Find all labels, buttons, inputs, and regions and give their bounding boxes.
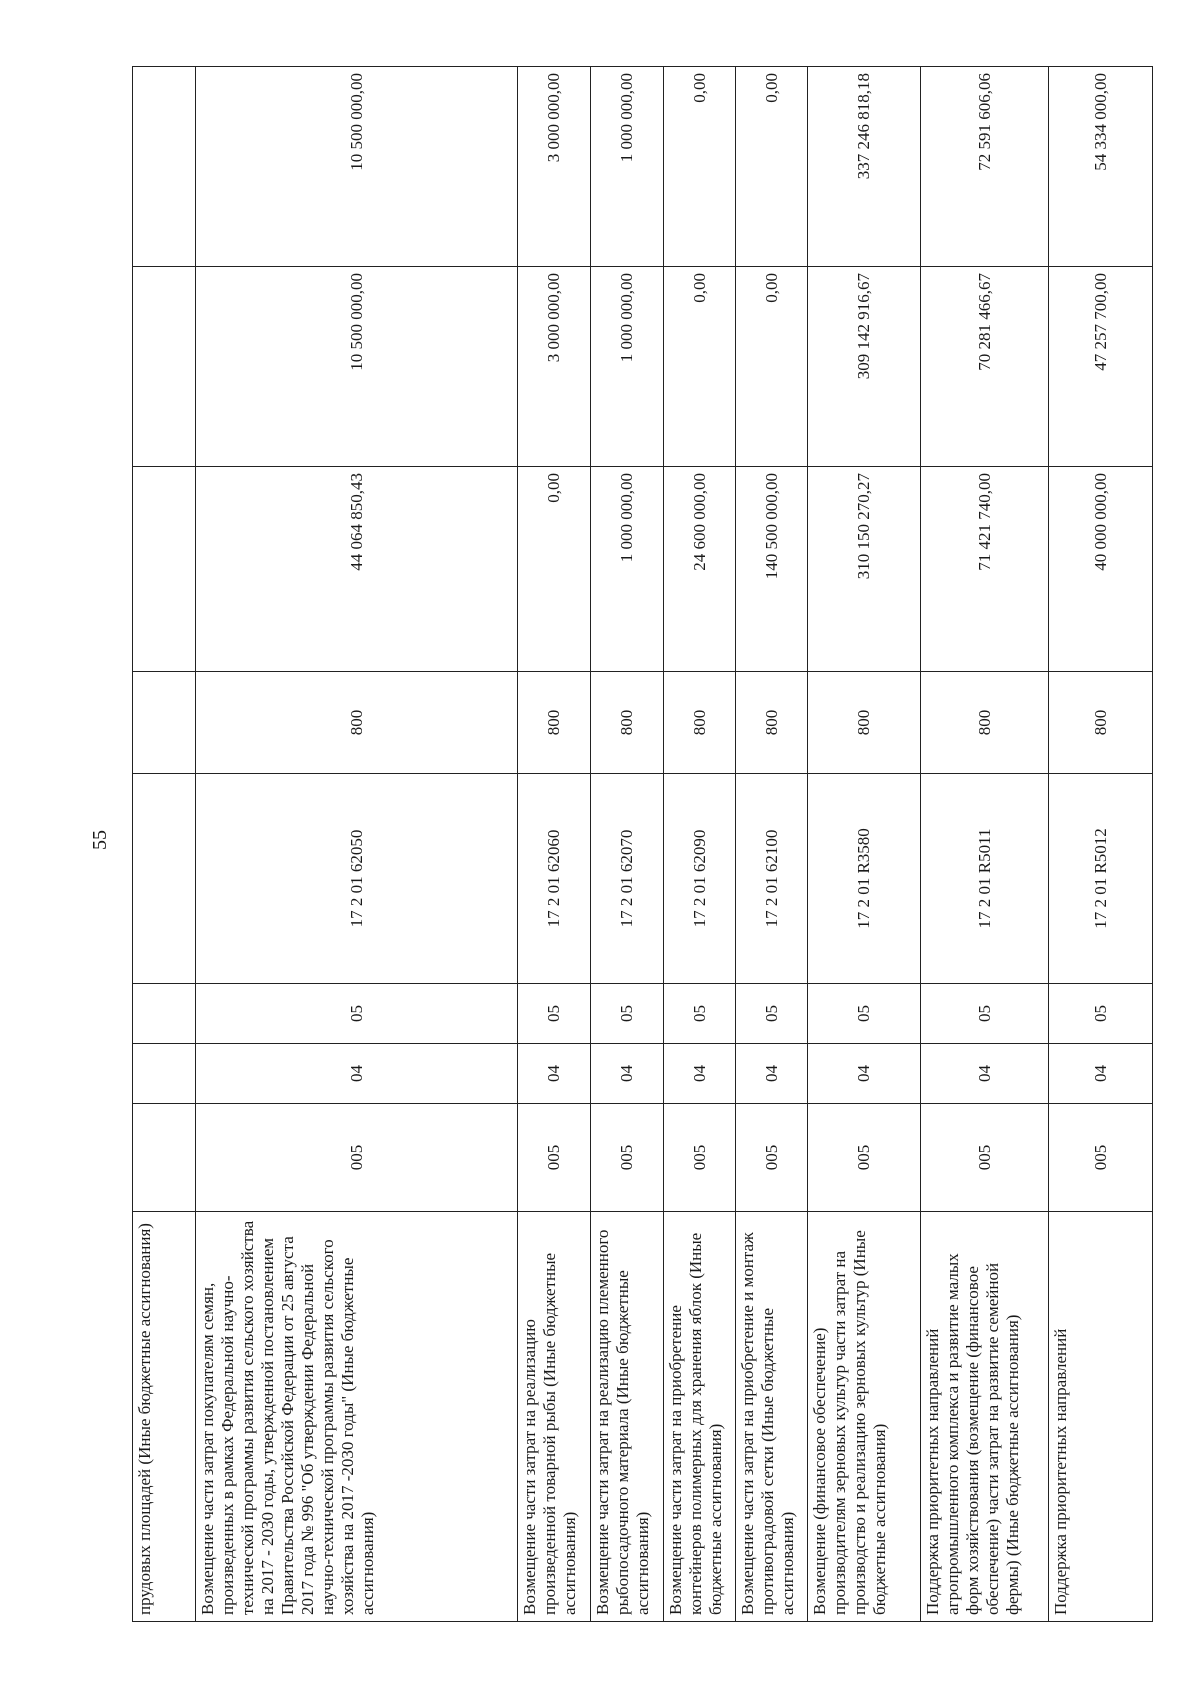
row-name-cell: прудовых площадей (Иные бюджетные ассигнования) <box>133 1212 196 1622</box>
amount-year1-cell: 140 500 000,00 <box>736 467 808 672</box>
amount-year1-cell: 24 600 000,00 <box>664 467 736 672</box>
amount-year2-cell: 70 281 466,67 <box>921 267 1049 467</box>
table-row <box>518 67 591 1622</box>
target-article-cell: 17 2 01 62100 <box>736 774 808 984</box>
grbs-cell: 005 <box>808 1104 921 1212</box>
section-cell: 04 <box>1049 1044 1153 1104</box>
expense-type-cell: 800 <box>808 672 921 774</box>
table-row <box>921 67 1049 1622</box>
amount-year2-cell: 0,00 <box>664 267 736 467</box>
grbs-cell: 005 <box>518 1104 591 1212</box>
amount-year3-cell: 1 000 000,00 <box>591 67 664 267</box>
subsection-cell: 05 <box>196 984 518 1044</box>
row-name-cell: Возмещение части затрат на реализацию племенного рыбопосадочного материала (Иные бюджетные ассигнования) <box>591 1212 664 1622</box>
section-cell: 04 <box>196 1044 518 1104</box>
expense-type-cell: 800 <box>664 672 736 774</box>
amount-year1-cell: 40 000 000,00 <box>1049 467 1153 672</box>
expense-type-cell <box>133 672 196 774</box>
amount-year2-cell: 3 000 000,00 <box>518 267 591 467</box>
amount-year2-cell: 47 257 700,00 <box>1049 267 1153 467</box>
expense-type-cell: 800 <box>591 672 664 774</box>
budget-table-container <box>132 67 1152 1622</box>
table-row <box>1049 67 1153 1622</box>
table-row <box>591 67 664 1622</box>
subsection-cell: 05 <box>921 984 1049 1044</box>
page-number: 55 <box>89 830 111 850</box>
section-cell: 04 <box>921 1044 1049 1104</box>
amount-year3-cell: 3 000 000,00 <box>518 67 591 267</box>
expense-type-cell: 800 <box>921 672 1049 774</box>
amount-year3-cell: 0,00 <box>736 67 808 267</box>
grbs-cell: 005 <box>921 1104 1049 1212</box>
target-article-cell: 17 2 01 62070 <box>591 774 664 984</box>
amount-year3-cell: 10 500 000,00 <box>196 67 518 267</box>
subsection-cell: 05 <box>518 984 591 1044</box>
grbs-cell: 005 <box>1049 1104 1153 1212</box>
amount-year1-cell: 1 000 000,00 <box>591 467 664 672</box>
section-cell: 04 <box>664 1044 736 1104</box>
subsection-cell <box>133 984 196 1044</box>
expense-type-cell: 800 <box>518 672 591 774</box>
expense-type-cell: 800 <box>1049 672 1153 774</box>
budget-table <box>132 66 1153 1622</box>
target-article-cell: 17 2 01 R3580 <box>808 774 921 984</box>
amount-year2-cell: 0,00 <box>736 267 808 467</box>
section-cell: 04 <box>591 1044 664 1104</box>
amount-year3-cell: 72 591 606,06 <box>921 67 1049 267</box>
row-name-cell: Возмещение (финансовое обеспечение) производителям зерновых культур части затрат на производство и реализацию зерновых культур (Иные бюджетные ассигнования) <box>808 1212 921 1622</box>
amount-year1-cell: 310 150 270,27 <box>808 467 921 672</box>
row-name-cell: Возмещение части затрат на приобретение контейнеров полимерных для хранения яблок (Иные бюджетные ассигнования) <box>664 1212 736 1622</box>
amount-year3-cell <box>133 67 196 267</box>
section-cell <box>133 1044 196 1104</box>
grbs-cell: 005 <box>196 1104 518 1212</box>
grbs-cell: 005 <box>736 1104 808 1212</box>
expense-type-cell: 800 <box>196 672 518 774</box>
row-name-cell: Поддержка приоритетных направлений агропромышленного комплекса и развитие малых форм хозяйствования (возмещение (финансовое обеспечение) части затрат на развитие семейной фермы) (Иные бюджетные ассигнования) <box>921 1212 1049 1622</box>
subsection-cell: 05 <box>591 984 664 1044</box>
amount-year1-cell <box>133 467 196 672</box>
table-row <box>664 67 736 1622</box>
target-article-cell: 17 2 01 R5012 <box>1049 774 1153 984</box>
amount-year2-cell: 1 000 000,00 <box>591 267 664 467</box>
amount-year1-cell: 44 064 850,43 <box>196 467 518 672</box>
subsection-cell: 05 <box>808 984 921 1044</box>
table-row <box>736 67 808 1622</box>
target-article-cell: 17 2 01 62090 <box>664 774 736 984</box>
amount-year2-cell: 10 500 000,00 <box>196 267 518 467</box>
row-name-cell: Возмещение части затрат на реализацию произведенной товарной рыбы (Иные бюджетные ассигнования) <box>518 1212 591 1622</box>
target-article-cell: 17 2 01 62060 <box>518 774 591 984</box>
amount-year3-cell: 54 334 000,00 <box>1049 67 1153 267</box>
section-cell: 04 <box>518 1044 591 1104</box>
row-name-cell: Возмещение части затрат на приобретение и монтаж противоградовой сетки (Иные бюджетные ассигнования) <box>736 1212 808 1622</box>
table-row <box>133 67 196 1622</box>
table-row <box>808 67 921 1622</box>
subsection-cell: 05 <box>736 984 808 1044</box>
amount-year3-cell: 337 246 818,18 <box>808 67 921 267</box>
amount-year1-cell: 0,00 <box>518 467 591 672</box>
amount-year2-cell <box>133 267 196 467</box>
target-article-cell <box>133 774 196 984</box>
target-article-cell: 17 2 01 62050 <box>196 774 518 984</box>
amount-year2-cell: 309 142 916,67 <box>808 267 921 467</box>
amount-year3-cell: 0,00 <box>664 67 736 267</box>
subsection-cell: 05 <box>1049 984 1153 1044</box>
grbs-cell: 005 <box>591 1104 664 1212</box>
section-cell: 04 <box>736 1044 808 1104</box>
grbs-cell <box>133 1104 196 1212</box>
expense-type-cell: 800 <box>736 672 808 774</box>
row-name-cell: Возмещение части затрат покупателям семян, произведенных в рамках Федеральной научно-технической программы развития сельского хозяйства на 2017 - 2030 годы, утвержденной постановлением Правительства Российской Федерации от 25 августа 2017 года № 996 "Об утверждении Федеральной научно-технической программы развития сельского хозяйства на 2017 -2030 годы" (Иные бюджетные ассигнования) <box>196 1212 518 1622</box>
row-name-cell: Поддержка приоритетных направлений <box>1049 1212 1153 1622</box>
table-row <box>196 67 518 1622</box>
subsection-cell: 05 <box>664 984 736 1044</box>
grbs-cell: 005 <box>664 1104 736 1212</box>
amount-year1-cell: 71 421 740,00 <box>921 467 1049 672</box>
section-cell: 04 <box>808 1044 921 1104</box>
target-article-cell: 17 2 01 R5011 <box>921 774 1049 984</box>
